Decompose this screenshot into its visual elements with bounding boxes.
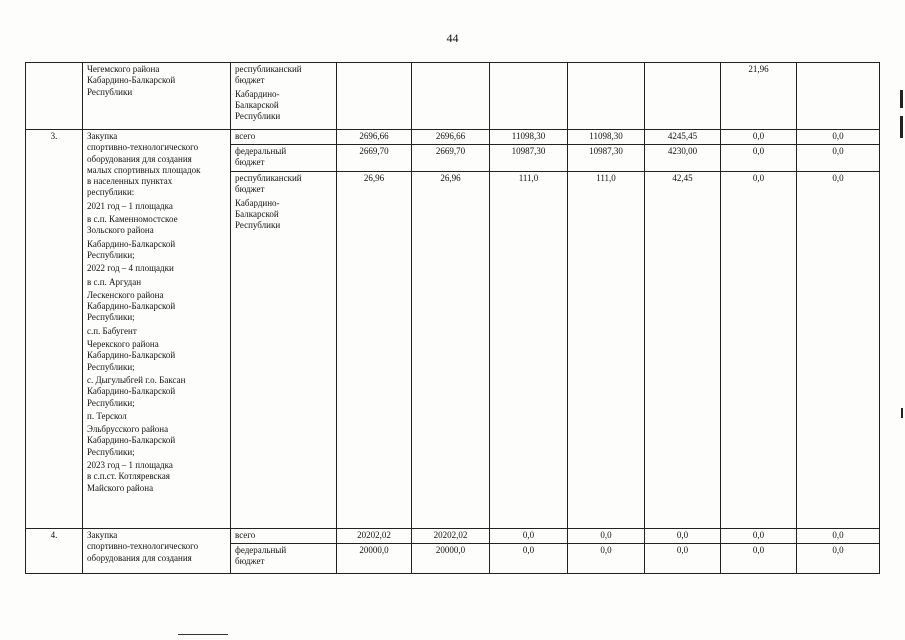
value-cell: 20000,0 bbox=[337, 544, 412, 574]
value-cell: 2669,70 bbox=[337, 145, 412, 172]
value-cell: 20000,0 bbox=[412, 544, 490, 574]
funding-source: республиканский бюджет Кабардино- Балкарской Республики bbox=[231, 63, 337, 130]
value-cell: 0,0 bbox=[721, 529, 797, 544]
value-cell: 21,96 bbox=[721, 63, 797, 130]
value-cell: 11098,30 bbox=[568, 130, 645, 145]
value-cell: 0,0 bbox=[721, 544, 797, 574]
table-row bbox=[26, 63, 880, 130]
value-cell: 111,0 bbox=[490, 172, 568, 529]
row-number bbox=[26, 63, 83, 130]
value-cell bbox=[490, 63, 568, 130]
value-cell bbox=[412, 63, 490, 130]
measure-description: Закупка спортивно-технологического оборудования для создания bbox=[83, 529, 231, 574]
value-cell: 10987,30 bbox=[490, 145, 568, 172]
funding-source: республиканский бюджет Кабардино- Балкарской Республики bbox=[231, 172, 337, 529]
value-cell: 0,0 bbox=[490, 544, 568, 574]
measure-description: Закупка спортивно-технологического оборудования для создания малых спортивных площадок в населенных пунктах республики: 2021 год – 1 площадка в с.п. Каменномостское Зольского района Кабардино-Балкарской Республики; 2022 год – 4 площадки в с.п. Аргудан Лескенского района Кабардино-Балкарской Республики; с.п. Бабугент Черекского района Кабардино-Балкарской Республики; с. Дыгулыбгей г.о. Баксан Кабардино-Балкарской Республики; п. Терскол Эльбрусского района Кабардино-Балкарской Республики; 2023 год – 1 площадка в с.п.ст. Котляревская Майского района bbox=[83, 130, 231, 529]
value-cell: 20202,02 bbox=[337, 529, 412, 544]
value-cell: 26,96 bbox=[412, 172, 490, 529]
value-cell: 0,0 bbox=[797, 145, 880, 172]
margin-scan-mark bbox=[900, 116, 903, 138]
funding-source: всего bbox=[231, 130, 337, 145]
value-cell: 2669,70 bbox=[412, 145, 490, 172]
row-number: 3. bbox=[26, 130, 83, 529]
row-number: 4. bbox=[26, 529, 83, 574]
value-cell: 4245,45 bbox=[645, 130, 721, 145]
value-cell: 111,0 bbox=[568, 172, 645, 529]
value-cell: 2696,66 bbox=[337, 130, 412, 145]
value-cell: 26,96 bbox=[337, 172, 412, 529]
value-cell: 0,0 bbox=[721, 130, 797, 145]
value-cell: 0,0 bbox=[568, 544, 645, 574]
funding-source: всего bbox=[231, 529, 337, 544]
table-row bbox=[26, 529, 880, 544]
value-cell: 0,0 bbox=[797, 130, 880, 145]
value-cell: 0,0 bbox=[721, 145, 797, 172]
value-cell: 0,0 bbox=[797, 529, 880, 544]
value-cell: 4230,00 bbox=[645, 145, 721, 172]
value-cell: 0,0 bbox=[645, 529, 721, 544]
value-cell: 0,0 bbox=[721, 172, 797, 529]
value-cell bbox=[337, 63, 412, 130]
funding-source: федеральный бюджет bbox=[231, 145, 337, 172]
value-cell bbox=[645, 63, 721, 130]
value-cell: 42,45 bbox=[645, 172, 721, 529]
funding-source: федеральный бюджет bbox=[231, 544, 337, 574]
value-cell: 0,0 bbox=[797, 172, 880, 529]
value-cell: 0,0 bbox=[797, 544, 880, 574]
value-cell: 0,0 bbox=[490, 529, 568, 544]
value-cell: 0,0 bbox=[568, 529, 645, 544]
value-cell: 0,0 bbox=[645, 544, 721, 574]
value-cell: 11098,30 bbox=[490, 130, 568, 145]
value-cell bbox=[797, 63, 880, 130]
table-row bbox=[26, 130, 880, 145]
page-number: 44 bbox=[446, 31, 459, 45]
value-cell: 10987,30 bbox=[568, 145, 645, 172]
value-cell: 2696,66 bbox=[412, 130, 490, 145]
budget-table bbox=[25, 62, 880, 574]
value-cell bbox=[568, 63, 645, 130]
margin-scan-mark bbox=[900, 90, 903, 108]
measure-description: Чегемского района Кабардино-Балкарской Республики bbox=[83, 63, 231, 130]
margin-scan-mark bbox=[901, 408, 903, 418]
value-cell: 20202,02 bbox=[412, 529, 490, 544]
footer-rule bbox=[178, 634, 228, 635]
